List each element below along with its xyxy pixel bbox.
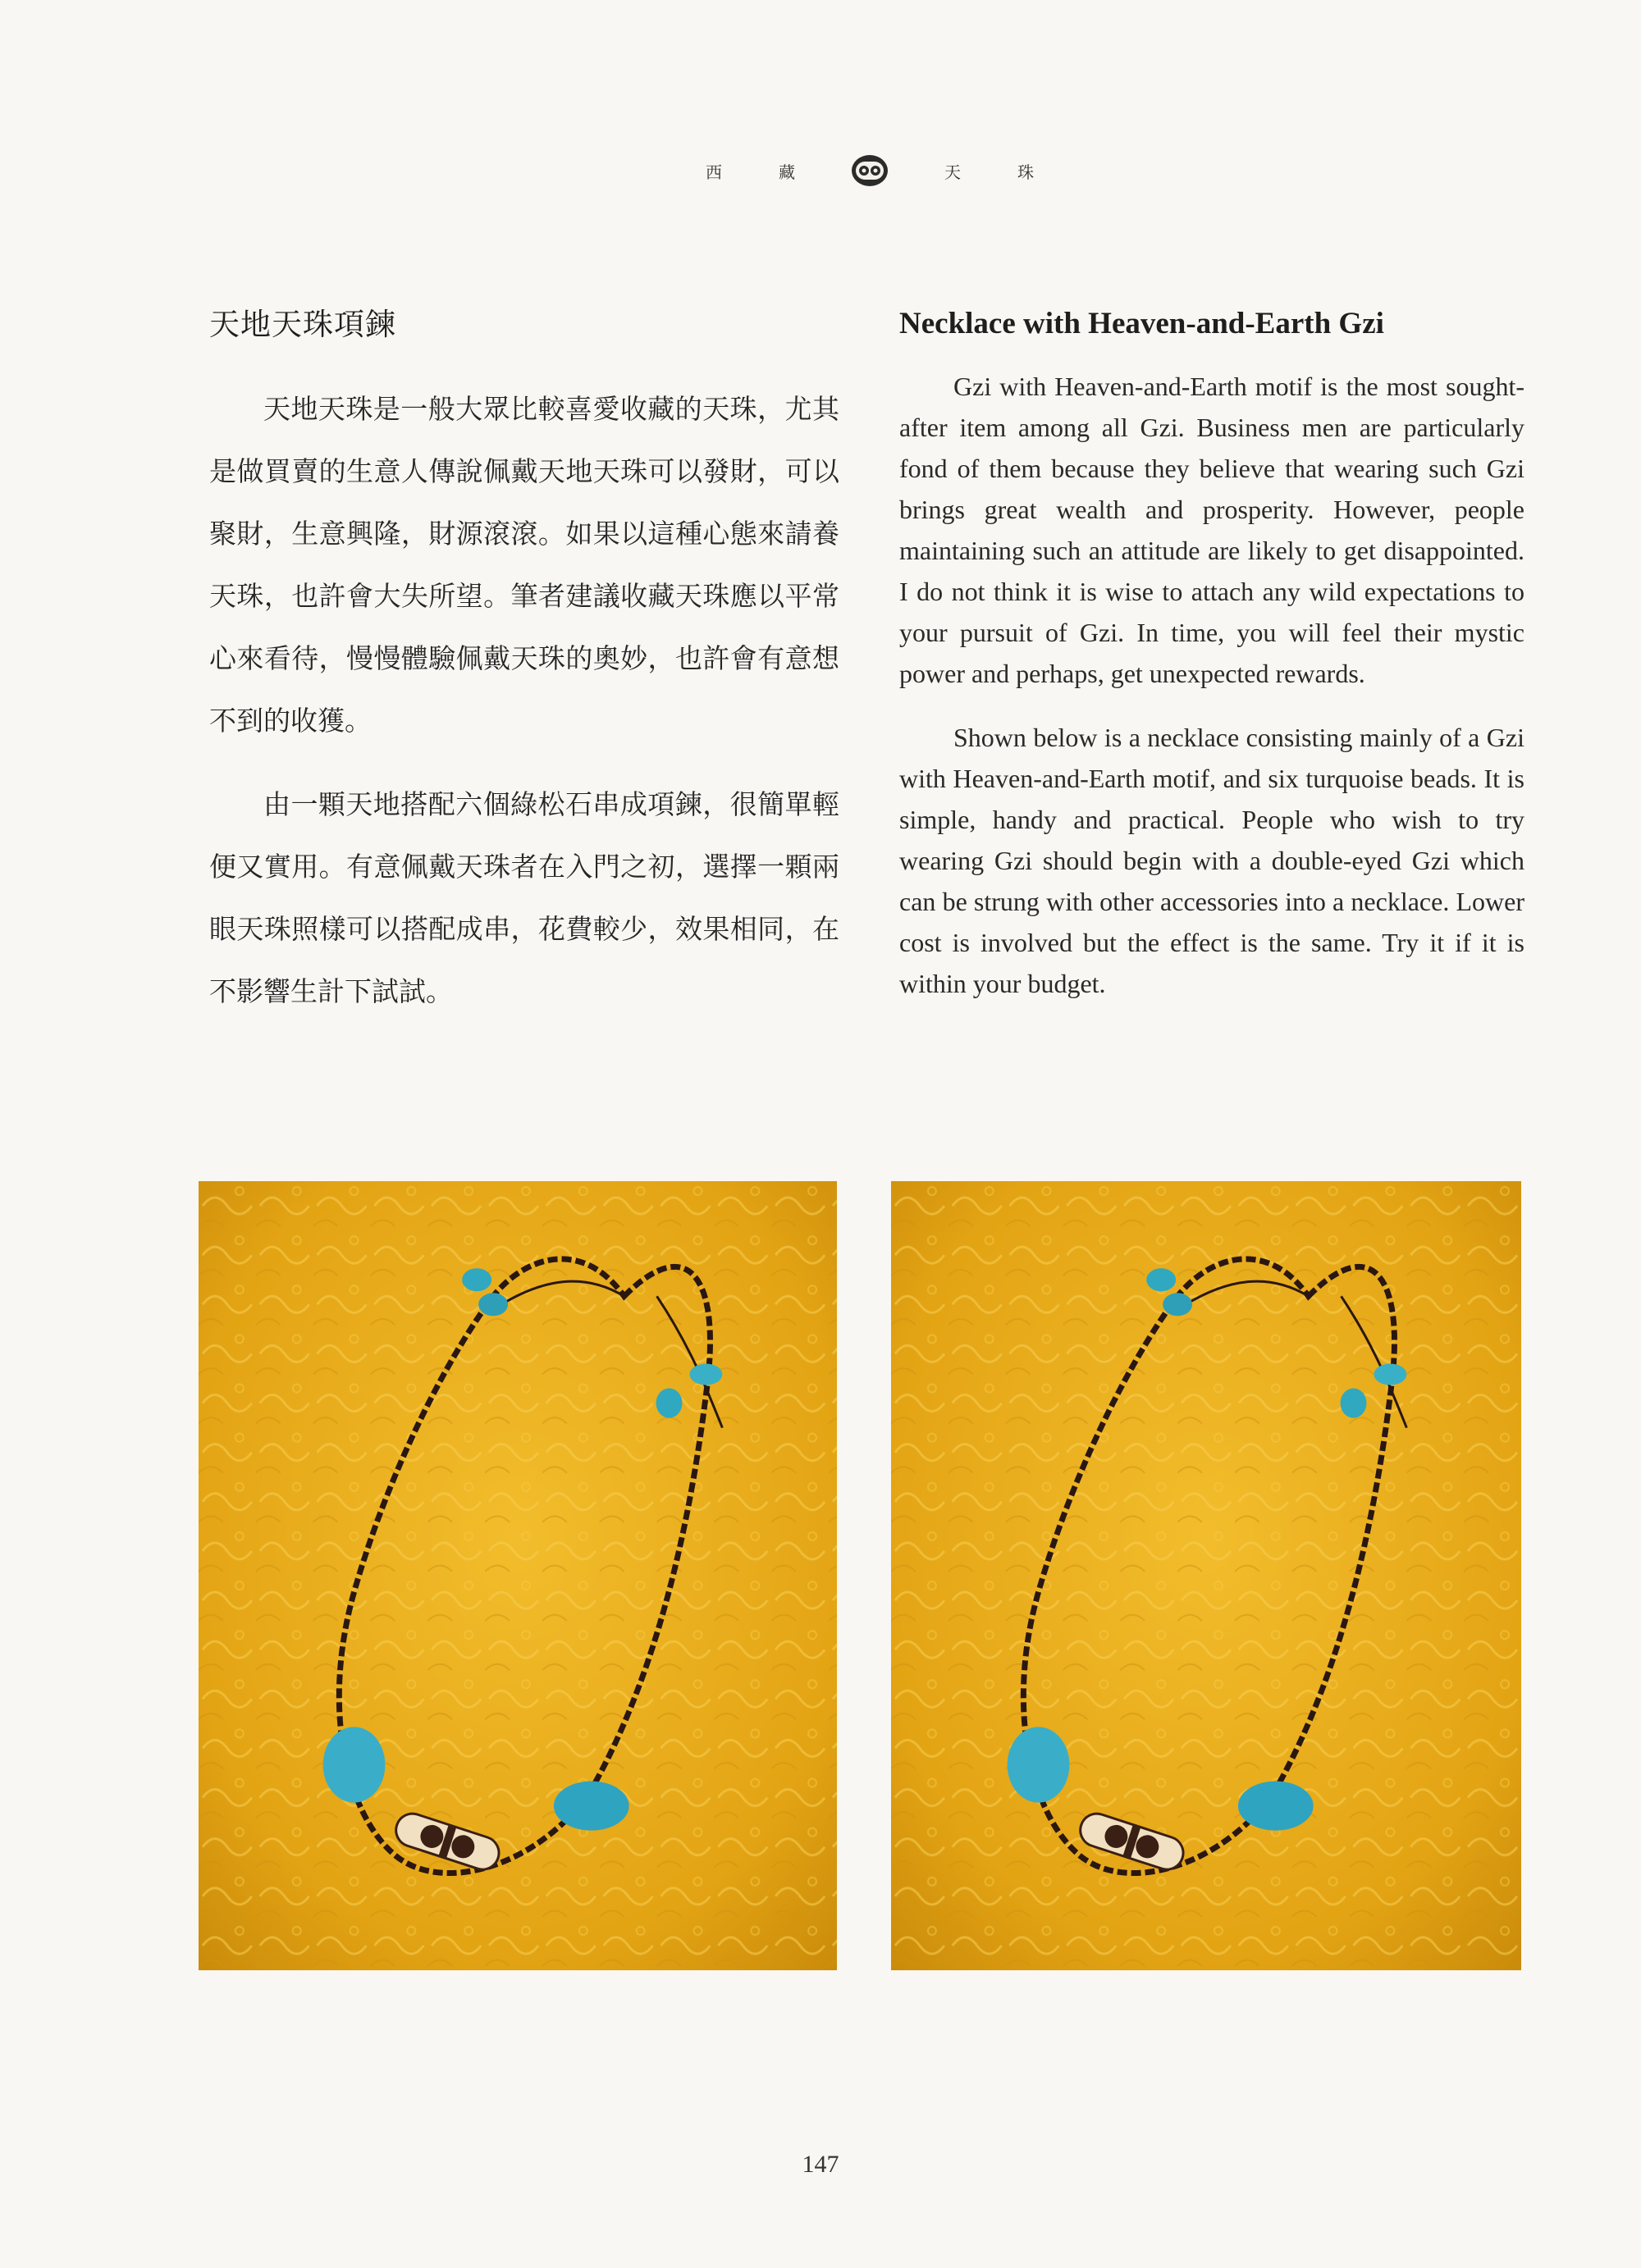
header-char-3: 天 (944, 162, 961, 182)
running-header (706, 154, 1034, 187)
chinese-title: 天地天珠項鍊 (209, 307, 396, 342)
chinese-paragraph-2: 由一顆天地搭配六個綠松石串成項鍊，很簡單輕便又實用。有意佩戴天珠者在入門之初，選擇一顆兩眼天珠照樣可以搭配成串，花費較少，效果相同，在不影響生計下試試。 (209, 788, 839, 1007)
english-paragraph-2: Shown below is a necklace consisting mainly of a Gzi with Heaven-and-Earth motif, and six turquoise beads. It is simple, handy and practical. People who wish to try wearing Gzi should begin with a double-eyed Gzi which can be strung with other accessories into a necklace. Lower cost is involved but the effect is the same. Try it if it is within your budget. (899, 723, 1524, 998)
necklace-photo-right (891, 1181, 1521, 1970)
chinese-paragraph-1: 天地天珠是一般大眾比較喜愛收藏的天珠，尤其是做買賣的生意人傳說佩戴天地天珠可以發財，可以聚財，生意興隆，財源滾滾。如果以這種心態來請養天珠，也許會大失所望。筆者建議收藏天珠應以平常心來看待，慢慢體驗佩戴天珠的奧妙，也許會有意想不到的收獲。 (209, 393, 839, 737)
page-number: 147 (802, 2151, 839, 2178)
gzi-bead-logo-icon (852, 155, 888, 186)
header-char-2: 藏 (779, 162, 795, 182)
header-char-4: 珠 (1017, 162, 1034, 182)
english-paragraph-1: Gzi with Heaven-and-Earth motif is the most sought-after item among all Gzi. Business men are particularly fond of them because they believe that wearing such Gzi brings great wealth and prosperity. However, people maintaining such an attitude are likely to get disappointed. I do not think it is wise to attach any wild expectations to your pursuit of Gzi. In time, you will feel their mystic power and perhaps, get unexpected rewards. (899, 372, 1524, 688)
chinese-column (209, 299, 839, 1044)
necklace-photo-left (199, 1181, 837, 1970)
english-title: Necklace with Heaven-and-Earth Gzi (899, 307, 1384, 340)
english-column (899, 299, 1524, 1027)
header-char-1: 西 (706, 162, 722, 182)
